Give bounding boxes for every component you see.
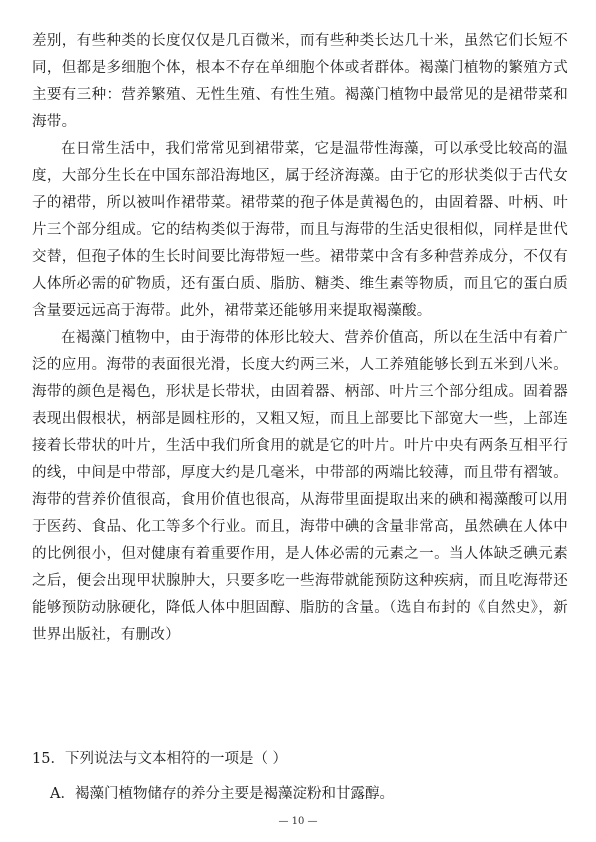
option-a: A．褐藻门植物储存的养分主要是褐藻淀粉和甘露醇。 <box>50 786 394 802</box>
page-number: — 10 — <box>278 816 318 827</box>
passage-paragraph-1: 差别，有些种类的长度仅仅是几百微米，而有些种类长达几十米，虽然它们长短不同，但都是多细胞个体，根本不存在单细胞个体或者群体。褐藻门植物的繁殖方式主要有三种：营养繁殖、无性生殖、有性生殖。褐藻门植物中最常见的是裙带菜和海带。 <box>32 33 568 130</box>
passage-paragraph-2: 在日常生活中，我们常常见到裙带菜，它是温带性海藻，可以承受比较高的温度，大部分生长在中国东部沿海地区，属于经济海藻。由于它的形状类似于古代女子的裙带，所以被叫作裙带菜。裙带菜的孢子体是黄褐色的，由固着器、叶柄、叶片三个部分组成。它的结构类似于海带，而且与海带的生活史很相似，同样是世代交替，但孢子体的生长时间要比海带短一些。裙带菜中含有多种营养成分，不仅有人体所必需的矿物质，还有蛋白质、脂肪、糖类、维生素等物质，而且它的蛋白质含量要远远高于海带。此外，裙带菜还能够用来提取褐藻酸。 <box>32 141 568 319</box>
passage-text <box>32 28 568 649</box>
passage-paragraph-3: 在褐藻门植物中，由于海带的体形比较大、营养价值高，所以在生活中有着广泛的应用。海带的表面很光滑，长度大约两三米，人工养殖能够长到五米到八米。海带的颜色是褐色，形状是长带状，由固着器、柄部、叶片三个部分组成。固着器表现出假根状，柄部是圆柱形的，又粗又短，而且上部要比下部宽大一些，上部连接着长带状的叶片，生活中我们所食用的就是它的叶片。叶片中央有两条互相平行的线，中间是中带部，厚度大约是几毫米，中带部的两端比较薄，而且带有褶皱。海带的营养价值很高，食用价值也很高，从海带里面提取出来的碘和褐藻酸可以用于医药、食品、化工等多个行业。而且，海带中碘的含量非常高，虽然碘在人体中的比例很小，但对健康有着重要作用，是人体必需的元素之一。当人体缺乏碘元素之后，便会出现甲状腺肿大，只要多吃一些海带就能预防这种疾病，而且吃海带还能够预防动脉硬化，降低人体中胆固醇、脂肪的含量。（选自布封的《自然史》，新世界出版社，有删改） <box>32 330 568 643</box>
question-15: 15．下列说法与文本相符的一项是（ ） <box>32 751 288 767</box>
